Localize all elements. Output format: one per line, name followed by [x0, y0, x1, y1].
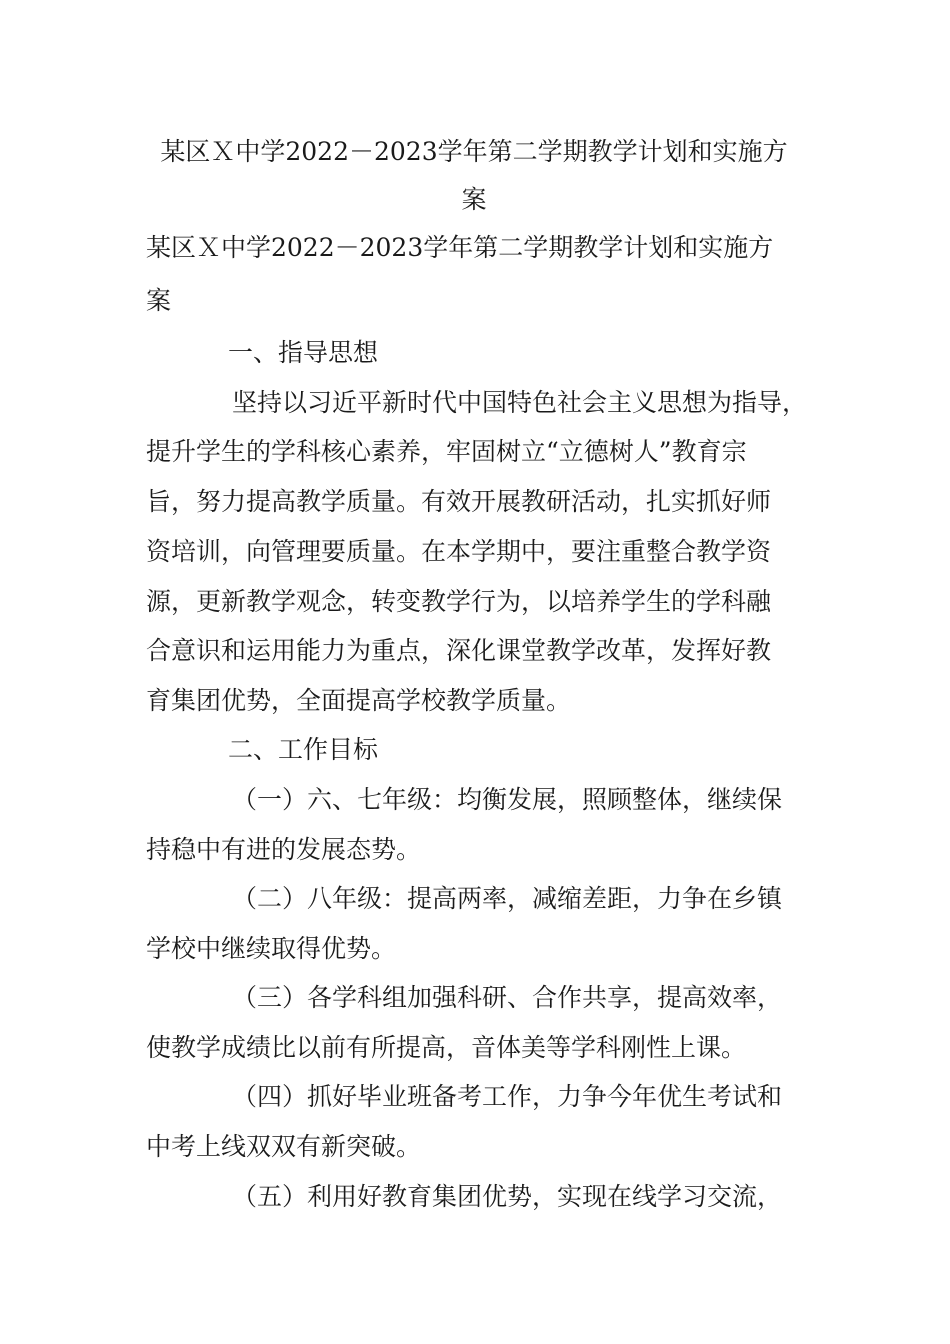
goal-item-4-line2: 中考上线双双有新突破。	[146, 1132, 422, 1161]
paragraph-line: 合意识和运用能力为重点，深化课堂教学改革，发挥好教	[146, 636, 772, 665]
paragraph-line: 育集团优势，全面提高学校教学质量。	[146, 686, 572, 715]
goal-item-3-line2: 使教学成绩比以前有所提高，音体美等学科刚性上课。	[146, 1033, 747, 1062]
goal-item-5-line1: （五）利用好教育集团优势，实现在线学习交流，	[232, 1182, 783, 1211]
repeated-title-line1: 某区Ｘ中学2022－2023学年第二学期教学计划和实施方	[146, 233, 774, 262]
goal-item-2-line1: （二）八年级：提高两率，减缩差距，力争在乡镇	[232, 884, 783, 913]
paragraph-line: 提升学生的学科核心素养，牢固树立“立德树人”教育宗	[146, 437, 747, 466]
goal-item-4-line1: （四）抓好毕业班备考工作，力争今年优生考试和	[232, 1082, 783, 1111]
paragraph-line: 旨，努力提高教学质量。有效开展教研活动，扎实抓好师	[146, 487, 772, 516]
goal-item-1-line2: 持稳中有进的发展态势。	[146, 835, 422, 864]
goal-item-3-line1: （三）各学科组加强科研、合作共享，提高效率，	[232, 983, 783, 1012]
paragraph-line: 源，更新教学观念，转变教学行为，以培养学生的学科融	[146, 587, 772, 616]
section-heading-guiding-ideology: 一、指导思想	[228, 338, 379, 367]
paragraph-line: 资培训，向管理要质量。在本学期中，要注重整合教学资	[146, 537, 772, 566]
document-title-line1: 某区Ｘ中学2022－2023学年第二学期教学计划和实施方	[160, 137, 788, 166]
paragraph-line: 坚持以习近平新时代中国特色社会主义思想为指导，	[232, 388, 808, 417]
document-title-line2: 案	[461, 185, 487, 214]
section-heading-work-goals: 二、工作目标	[228, 735, 379, 764]
repeated-title-line2: 案	[146, 286, 172, 315]
goal-item-2-line2: 学校中继续取得优势。	[146, 934, 397, 963]
goal-item-1-line1: （一）六、七年级：均衡发展，照顾整体，继续保	[232, 785, 783, 814]
